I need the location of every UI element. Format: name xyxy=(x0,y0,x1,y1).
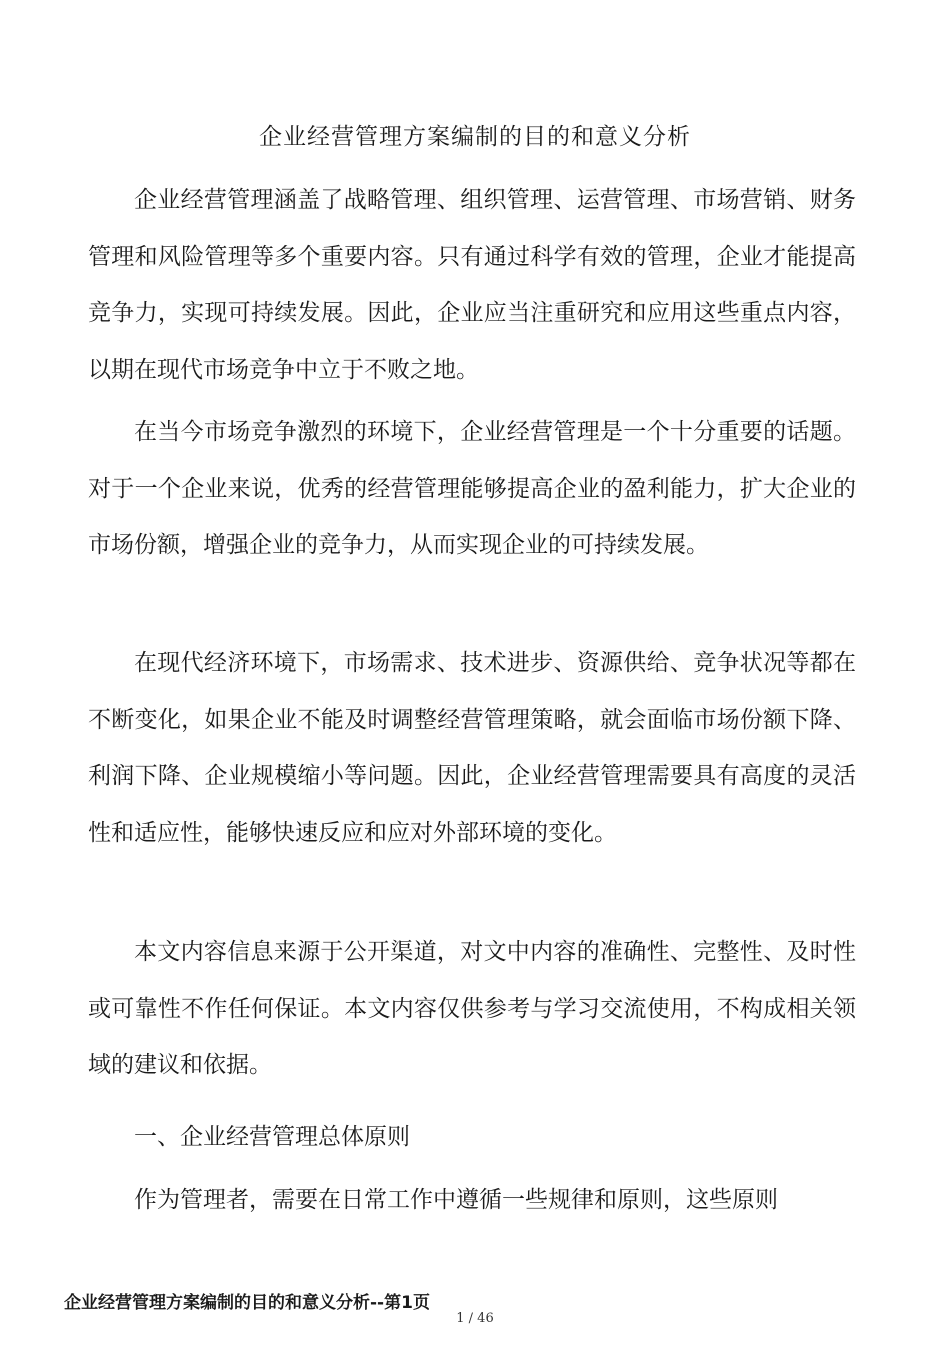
paragraph-3 xyxy=(88,635,856,861)
paragraph-4 xyxy=(88,924,856,1094)
paragraph-text: 作为管理者，需要在日常工作中遵循一些规律和原则，这些原则 xyxy=(134,1187,778,1213)
paragraph-text: 本文内容信息来源于公开渠道，对文中内容的准确性、完整性、及时性或可靠性不作任何保证。本文内容仅供参考与学习交流使用，不构成相关领域的建议和依据。 xyxy=(88,939,856,1078)
paragraph-1 xyxy=(88,172,856,398)
paragraph-text: 在当今市场竞争激烈的环境下，企业经营管理是一个十分重要的话题。对于一个企业来说，优秀的经营管理能够提高企业的盈利能力，扩大企业的市场份额，增强企业的竞争力，从而实现企业的可持续发展。 xyxy=(88,419,856,558)
section-heading-text: 一、企业经营管理总体原则 xyxy=(134,1124,410,1150)
page-indicator: 1 / 46 xyxy=(456,1311,494,1326)
paragraph-text: 在现代经济环境下，市场需求、技术进步、资源供给、竞争状况等都在不断变化，如果企业不能及时调整经营管理策略，就会面临市场份额下降、利润下降、企业规模缩小等问题。因此，企业经营管理需要具有高度的灵活性和适应性，能够快速反应和应对外部环境的变化。 xyxy=(88,650,856,846)
section-heading xyxy=(88,1109,856,1166)
paragraph-5 xyxy=(88,1172,856,1229)
document-title: 企业经营管理方案编制的目的和意义分析 xyxy=(259,124,691,150)
page-footer-title: 企业经营管理方案编制的目的和意义分析--第1页 xyxy=(64,1293,430,1313)
paragraph-2 xyxy=(88,404,856,574)
paragraph-text: 企业经营管理涵盖了战略管理、组织管理、运营管理、市场营销、财务管理和风险管理等多个重要内容。只有通过科学有效的管理，企业才能提高竞争力，实现可持续发展。因此，企业应当注重研究和应用这些重点内容，以期在现代市场竞争中立于不败之地。 xyxy=(88,187,856,383)
